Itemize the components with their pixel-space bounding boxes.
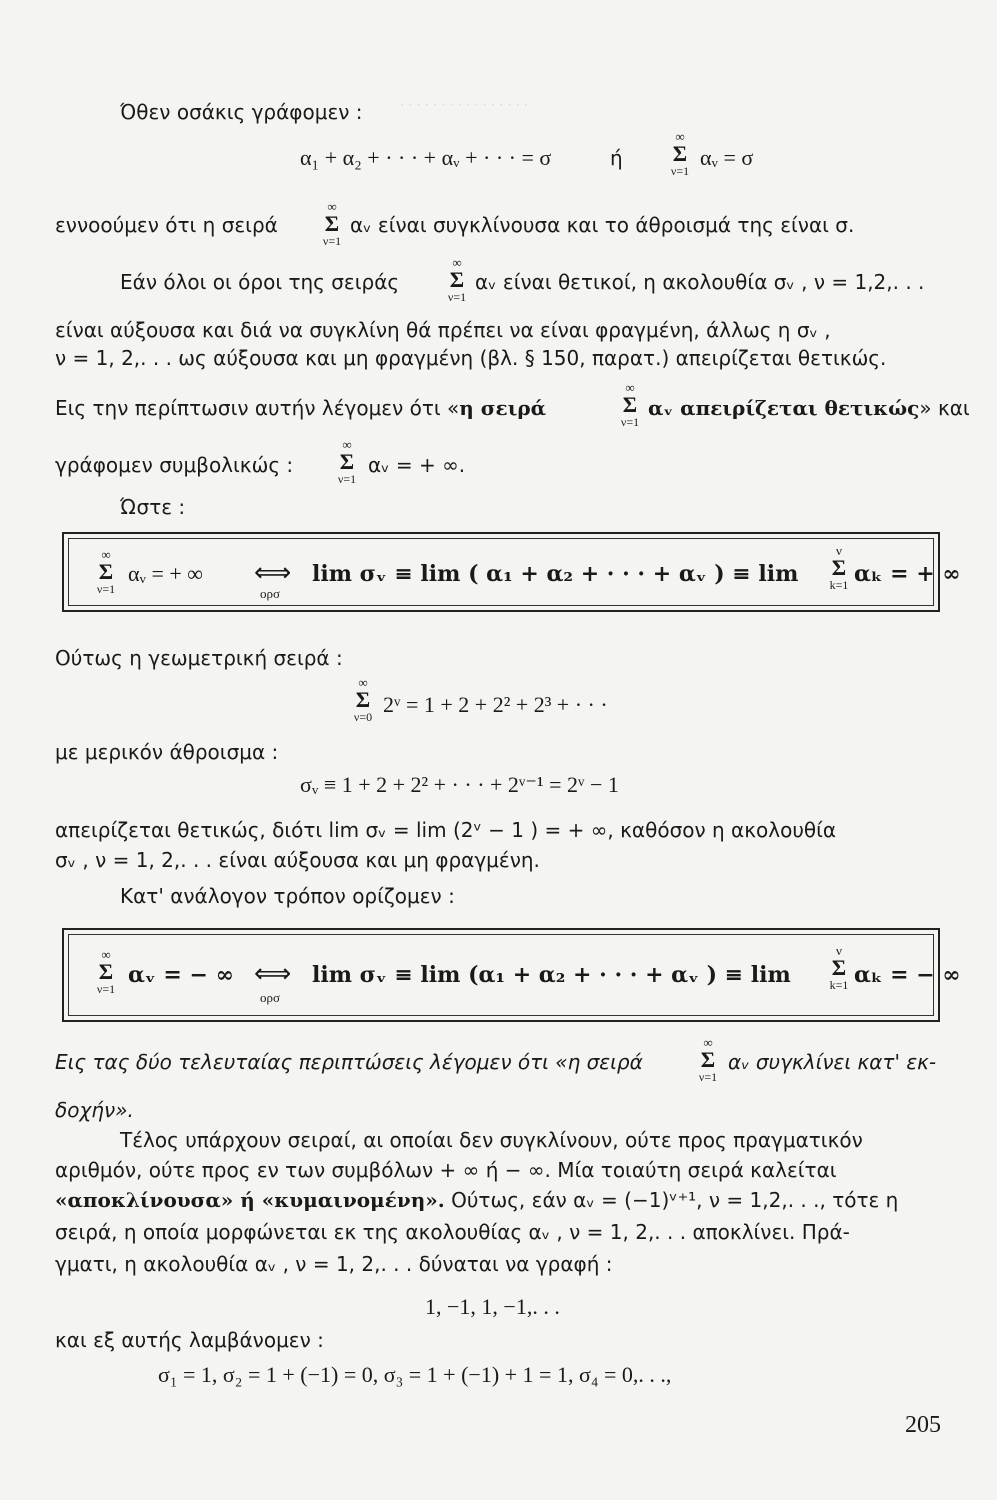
- sum-upper: ∞: [675, 129, 685, 144]
- summation-symbol: [688, 1036, 728, 1084]
- equation-4: 1, −1, 1, −1,. . .: [425, 1294, 560, 1319]
- equation-1-lhs: α₁ + α₂ + · · · + αᵥ + · · · = σ: [300, 145, 552, 170]
- sum-upper: ∞: [358, 675, 368, 690]
- text-span: Ούτως, εάν αᵥ = (−1)ᵛ⁺¹, ν = 1,2,. . ., τότε η: [451, 1188, 899, 1212]
- text-line: σᵥ , ν = 1, 2,. . . είναι αύξουσα και μη φραγμένη.: [55, 848, 540, 872]
- text-bold: η σειρά: [459, 396, 547, 420]
- equation-2: 2ᵛ = 1 + 2 + 2² + 2³ + · · ·: [383, 692, 608, 717]
- text-line: Όθεν οσάκις γράφομεν :: [120, 100, 363, 124]
- sum-sigma: Σ: [672, 141, 688, 166]
- sum-sigma: Σ: [622, 392, 638, 417]
- box-lhs: αᵥ = − ∞: [128, 962, 234, 988]
- summation-symbol: [327, 438, 367, 486]
- sum-sigma: Σ: [324, 211, 340, 236]
- sum-upper: ∞: [327, 199, 337, 214]
- text-line: [55, 1190, 898, 1210]
- page-number: 205: [905, 1412, 941, 1438]
- text-line: γματι, η ακολουθία αᵥ , ν = 1, 2,. . . δύναται να γραφή :: [55, 1252, 613, 1276]
- text-line: Εάν όλοι οι όροι της σειράς: [120, 270, 400, 294]
- sum-lower: k=1: [829, 578, 849, 592]
- box-lhs: αᵥ = + ∞: [128, 561, 203, 586]
- text-line: Ώστε :: [120, 495, 186, 519]
- summation-symbol: [343, 676, 383, 724]
- box-rhs: αₖ = + ∞: [854, 561, 961, 587]
- text-line: είναι αύξουσα και διά να συγκλίνη θά πρέπει να είναι φραγμένη, άλλως η σᵥ ,: [55, 318, 831, 342]
- sum-sigma: Σ: [831, 955, 847, 980]
- text-line: αᵥ είναι θετικοί, η ακολουθία σᵥ , ν = 1,2,. . .: [475, 270, 925, 294]
- equation-5: σ₁ = 1, σ₂ = 1 + (−1) = 0, σ₃ = 1 + (−1) + 1 = 1, σ₄ = 0,. . .,: [158, 1362, 672, 1387]
- sum-upper: ∞: [101, 947, 111, 962]
- sum-sigma: Σ: [98, 959, 114, 984]
- sum-lower: ν=1: [96, 582, 116, 596]
- equation-1-rhs: αᵥ = σ: [700, 145, 754, 170]
- summation-symbol: [610, 381, 650, 429]
- text-line: και εξ αυτής λαμβάνομεν :: [55, 1328, 324, 1352]
- sum-upper: ∞: [101, 547, 111, 562]
- ors-label: ορσ: [260, 586, 280, 601]
- sum-lower: ν=1: [322, 234, 342, 248]
- sum-upper: ∞: [342, 437, 352, 452]
- sum-lower: ν=1: [337, 472, 357, 486]
- equation-1-or: ή: [610, 146, 623, 170]
- sum-lower: ν=1: [620, 415, 640, 429]
- summation-symbol: [660, 130, 700, 178]
- definition-box-minus-infinity: [62, 928, 961, 1022]
- text-line: αᵥ = + ∞.: [368, 453, 466, 477]
- text-line: [55, 398, 546, 418]
- sum-sigma: Σ: [355, 687, 371, 712]
- text-line: αριθμόν, ούτε προς εν των συμβόλων + ∞ ή − ∞. Μία τοιαύτη σειρά καλείται: [55, 1158, 837, 1182]
- bleed-through-text: · · · · · · · · · · · · · · · ·: [400, 98, 529, 113]
- sum-sigma: Σ: [831, 555, 847, 580]
- text-bold: «αποκλίνουσα» ή «κυμαινομένη».: [55, 1188, 445, 1212]
- text-line: δοχήν».: [55, 1098, 134, 1122]
- text-line: σειρά, η οποία μορφώνεται εκ της ακολουθίας αᵥ , ν = 1, 2,. . . αποκλίνει. Πρά-: [55, 1220, 850, 1244]
- text-line: ν = 1, 2,. . . ως αύξουσα και μη φραγμένη (βλ. § 150, παρατ.) απειρίζεται θετικώς.: [55, 346, 887, 370]
- summation-symbol: [437, 256, 477, 304]
- summation-symbol: [312, 200, 352, 248]
- equivalence-arrow: ⟺: [254, 959, 292, 988]
- equation-1: [300, 145, 551, 171]
- text-line: γράφομεν συμβολικώς :: [55, 453, 294, 477]
- box-mid: lim σᵥ ≡ lim ( α₁ + α₂ + · · · + αᵥ ) ≡ lim: [312, 561, 799, 587]
- text-line: αᵥ συγκλίνει κατ' εκ-: [728, 1050, 937, 1074]
- summation-symbol: [86, 948, 126, 996]
- sum-sigma: Σ: [700, 1047, 716, 1072]
- sum-lower: k=1: [829, 978, 849, 992]
- summation-symbol: [824, 944, 854, 992]
- text-line: Κατ' ανάλογον τρόπον ορίζομεν :: [120, 884, 455, 908]
- sum-upper: ∞: [452, 255, 462, 270]
- sum-sigma: Σ: [98, 559, 114, 584]
- ors-label: ορσ: [260, 990, 280, 1005]
- equivalence-arrow: ⟺: [254, 558, 292, 587]
- sum-upper: ν: [836, 943, 842, 958]
- text-line: [648, 398, 970, 418]
- box-rhs: αₖ = − ∞: [854, 962, 961, 988]
- sum-lower: ν=0: [353, 710, 373, 724]
- equation-3: σᵥ ≡ 1 + 2 + 2² + · · · + 2ᵛ⁻¹ = 2ᵛ − 1: [300, 772, 619, 797]
- sum-lower: ν=1: [96, 982, 116, 996]
- sum-upper: ∞: [703, 1035, 713, 1050]
- sum-upper: ∞: [625, 380, 635, 395]
- text-line: με μερικόν άθροισμα :: [55, 740, 279, 764]
- definition-box-plus-infinity: [62, 532, 961, 612]
- text-line: Εις τας δύο τελευταίας περιπτώσεις λέγομεν ότι «η σειρά: [55, 1050, 643, 1074]
- text-bold: αᵥ απειρίζεται θετικώς: [648, 396, 920, 420]
- text-span: Εις την περίπτωσιν αυτήν λέγομεν ότι «: [55, 396, 460, 420]
- sum-lower: ν=1: [698, 1070, 718, 1084]
- sum-upper: ν: [836, 543, 842, 558]
- sum-lower: ν=1: [447, 290, 467, 304]
- text-line: Τέλος υπάρχουν σειραί, αι οποίαι δεν συγκλίνουν, ούτε προς πραγματικόν: [120, 1128, 863, 1152]
- text-line: Ούτως η γεωμετρική σειρά :: [55, 646, 343, 670]
- sum-sigma: Σ: [449, 267, 465, 292]
- summation-symbol: [824, 544, 854, 592]
- text-span: » και: [919, 396, 970, 420]
- sum-lower: ν=1: [670, 164, 690, 178]
- sum-sigma: Σ: [339, 449, 355, 474]
- text-line: απειρίζεται θετικώς, διότι lim σᵥ = lim (2ᵛ − 1 ) = + ∞, καθόσον η ακολουθία: [55, 818, 837, 842]
- text-line: εννοούμεν ότι η σειρά: [55, 213, 278, 237]
- box-mid: lim σᵥ ≡ lim (α₁ + α₂ + · · · + αᵥ ) ≡ lim: [312, 962, 791, 988]
- summation-symbol: [86, 548, 126, 596]
- text-line: αᵥ είναι συγκλίνουσα και το άθροισμά της είναι σ.: [350, 213, 855, 237]
